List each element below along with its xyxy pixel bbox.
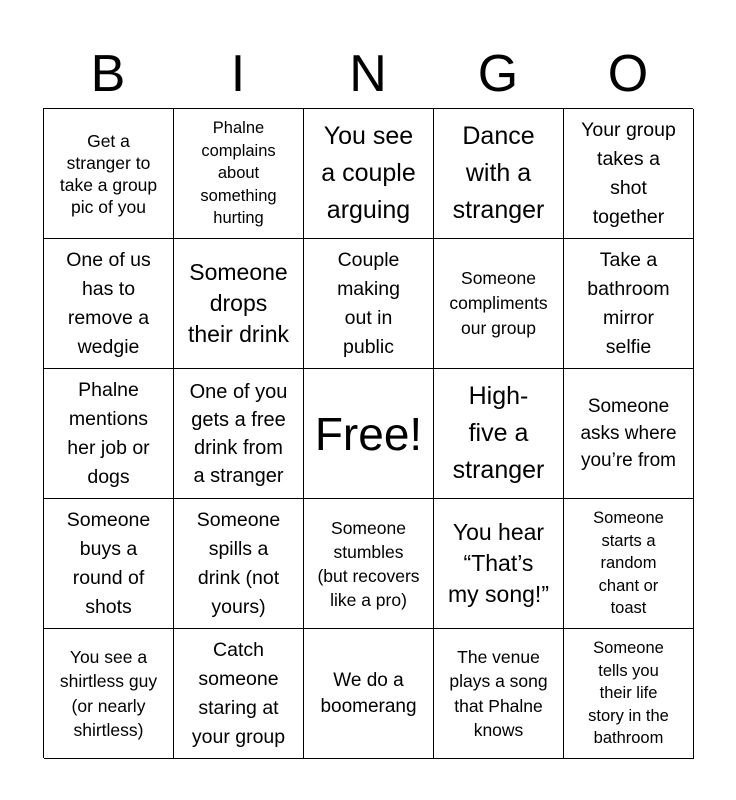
cell-text: Someone buys a round of shots bbox=[66, 508, 151, 618]
header-letter-b: B bbox=[90, 45, 126, 103]
bingo-cell[interactable] bbox=[44, 629, 174, 759]
bingo-cell[interactable] bbox=[174, 109, 304, 239]
bingo-cell[interactable] bbox=[304, 499, 434, 629]
cell-text: Take a bathroom mirror selfie bbox=[587, 248, 670, 358]
bingo-cell[interactable] bbox=[434, 239, 564, 369]
bingo-cell[interactable] bbox=[564, 369, 694, 499]
cell-text: Someone stumbles (but recovers like a pro) bbox=[317, 517, 420, 610]
bingo-cell[interactable] bbox=[304, 109, 434, 239]
bingo-cell[interactable] bbox=[44, 109, 174, 239]
bingo-cell[interactable] bbox=[304, 629, 434, 759]
cell-text: Someone starts a random chant or toast bbox=[593, 509, 664, 618]
bingo-cell[interactable] bbox=[564, 499, 694, 629]
bingo-cell[interactable] bbox=[44, 369, 174, 499]
bingo-cell[interactable] bbox=[434, 109, 564, 239]
bingo-header bbox=[43, 40, 693, 108]
bingo-cell[interactable] bbox=[174, 629, 304, 759]
free-space-text: Free! bbox=[314, 407, 423, 460]
cell-text: Phalne complains about something hurting bbox=[200, 119, 277, 228]
header-letter-o: O bbox=[607, 45, 649, 103]
bingo-cell[interactable] bbox=[44, 499, 174, 629]
cell-text: Phalne mentions her job or dogs bbox=[67, 378, 150, 488]
cell-text: Someone spills a drink (not yours) bbox=[196, 508, 281, 618]
bingo-cell[interactable] bbox=[174, 369, 304, 499]
cell-text: Your group takes a shot together bbox=[581, 118, 676, 228]
bingo-cell[interactable] bbox=[174, 499, 304, 629]
bingo-cell[interactable] bbox=[174, 239, 304, 369]
cell-text: Dance with a stranger bbox=[452, 122, 545, 224]
bingo-cell[interactable] bbox=[564, 109, 694, 239]
cell-text: Someone asks where you’re from bbox=[580, 396, 677, 471]
cell-text: The venue plays a song that Phalne knows bbox=[449, 646, 548, 740]
bingo-cell[interactable] bbox=[44, 239, 174, 369]
cell-text: You see a shirtless guy (or nearly shirtless) bbox=[59, 646, 158, 740]
cell-text: Get a stranger to take a group pic of you bbox=[59, 130, 158, 217]
cell-text: One of you gets a free drink from a stranger bbox=[189, 380, 288, 487]
cell-text: We do a boomerang bbox=[320, 669, 417, 717]
cell-text: Someone tells you their life story in the bathroom bbox=[588, 639, 669, 748]
cell-text: Couple making out in public bbox=[337, 248, 400, 358]
bingo-cell[interactable] bbox=[434, 369, 564, 499]
bingo-card bbox=[43, 108, 693, 758]
bingo-cell[interactable] bbox=[434, 499, 564, 629]
cell-text: Catch someone staring at your group bbox=[191, 638, 286, 748]
cell-text: High- five a stranger bbox=[452, 382, 545, 484]
cell-text: One of us has to remove a wedgie bbox=[66, 248, 151, 358]
free-space-cell[interactable] bbox=[304, 369, 434, 499]
cell-text: Someone compliments our group bbox=[449, 268, 548, 338]
bingo-cell[interactable] bbox=[564, 629, 694, 759]
header-letter-i: I bbox=[230, 45, 246, 103]
cell-text: You hear “That’s my song!” bbox=[448, 519, 549, 607]
bingo-cell[interactable] bbox=[434, 629, 564, 759]
header-letter-g: G bbox=[477, 45, 519, 103]
bingo-cell[interactable] bbox=[564, 239, 694, 369]
cell-text: You see a couple arguing bbox=[321, 122, 416, 224]
bingo-cell[interactable] bbox=[304, 239, 434, 369]
cell-text: Someone drops their drink bbox=[188, 259, 289, 347]
header-letter-n: N bbox=[349, 45, 387, 103]
